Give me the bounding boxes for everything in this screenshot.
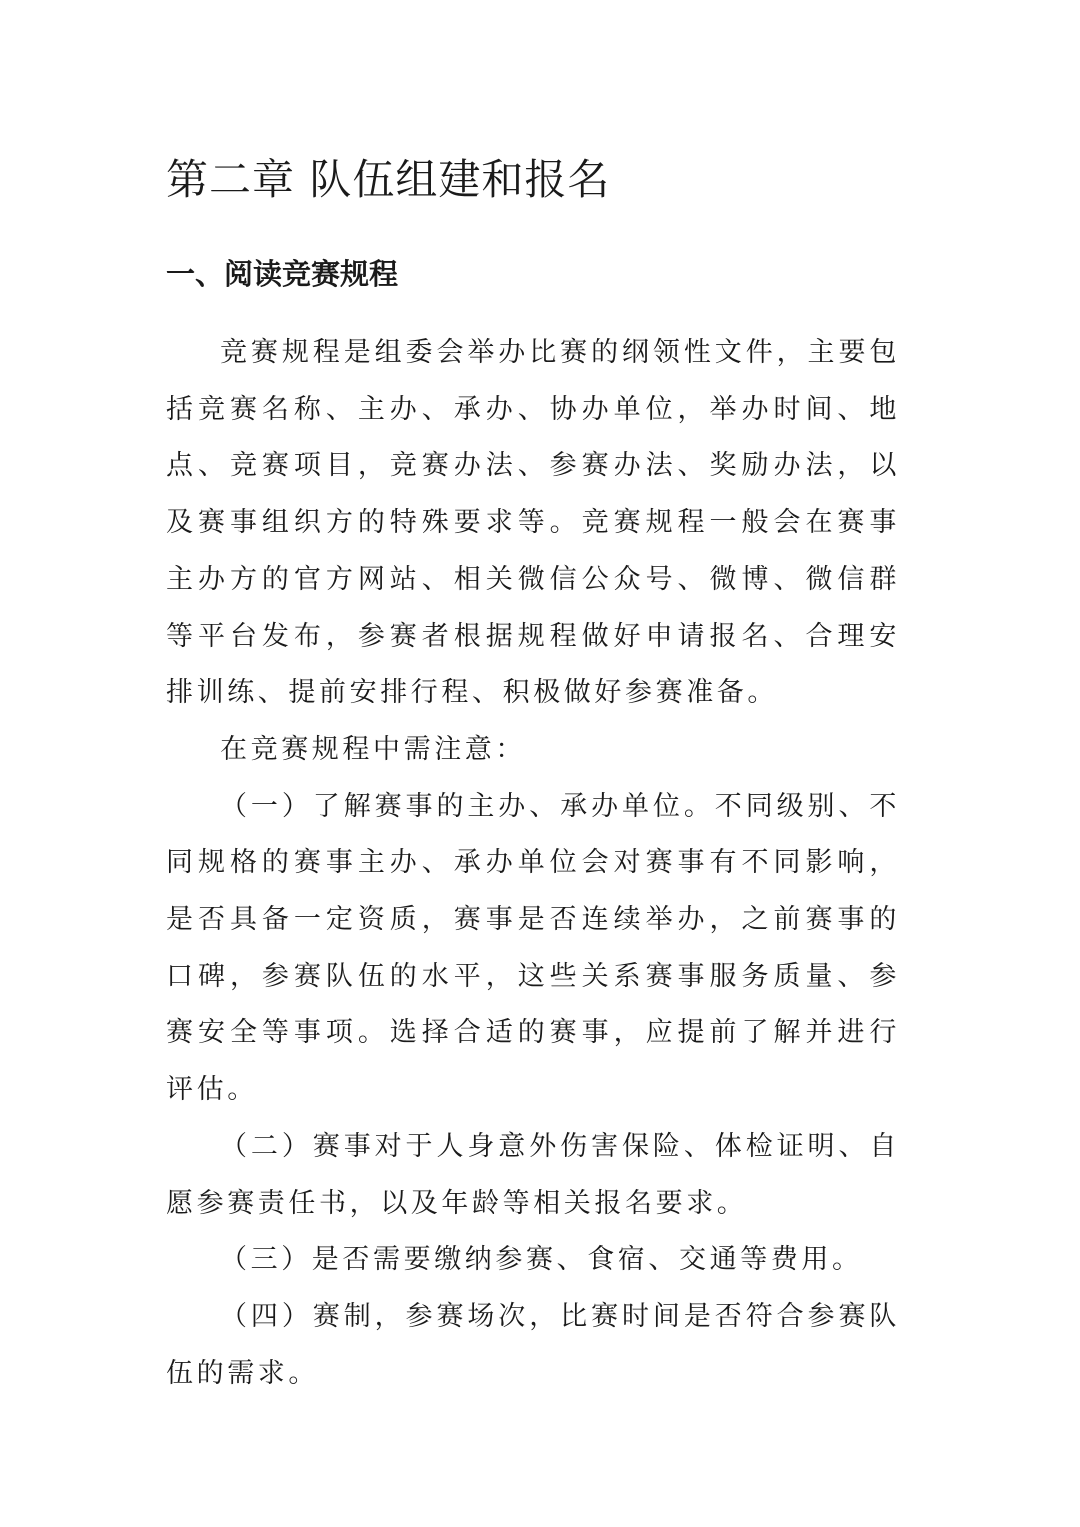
paragraph-note-insurance: （二）赛事对于人身意外伤害保险、体检证明、自愿参赛责任书，以及年龄等相关报名要求。 [166,1130,900,1219]
chapter-title: 第二章 队伍组建和报名 [166,155,611,204]
document-page [166,0,900,1527]
paragraph-note-fees: （三）是否需要缴纳参赛、食宿、交通等费用。 [220,1244,863,1276]
paragraph-note-format: （四）赛制，参赛场次，比赛时间是否符合参赛队伍的需求。 [166,1300,900,1389]
paragraph-notes-intro: 在竞赛规程中需注意： [220,733,526,765]
paragraph-competition-rules: 竞赛规程是组委会举办比赛的纲领性文件，主要包括竞赛名称、主办、承办、协办单位，举办时间、地点、竞赛项目，竞赛办法、参赛办法、奖励办法，以及赛事组织方的特殊要求等。竞赛规程一般会在赛事主办方的官方网站、相关微信公众号、微博、微信群等平台发布，参赛者根据规程做好申请报名、合理安排训练、提前安排行程、积极做好参赛准备。 [166,337,900,709]
document-body [166,325,900,1402]
section-heading: 一、阅读竞赛规程 [166,257,399,291]
paragraph-note-organizers: （一）了解赛事的主办、承办单位。不同级别、不同规格的赛事主办、承办单位会对赛事有不同影响，是否具备一定资质，赛事是否连续举办，之前赛事的口碑，参赛队伍的水平，这些关系赛事服务质量、参赛安全等事项。选择合适的赛事，应提前了解并进行评估。 [166,790,900,1106]
